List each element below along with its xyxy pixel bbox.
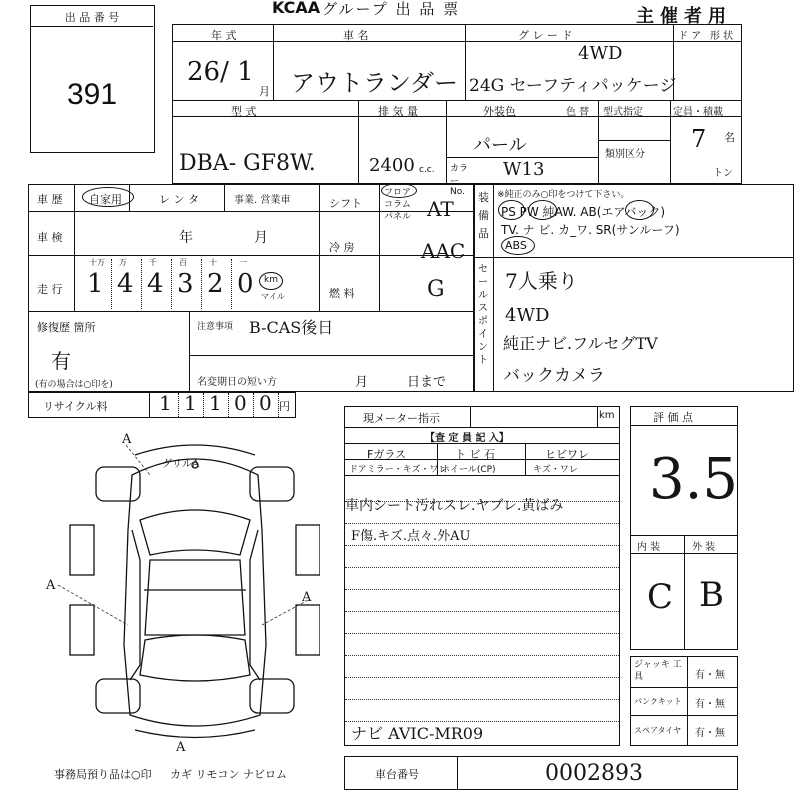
deadline-day: 日まで — [407, 375, 447, 390]
navi-model: ナビ AVIC-MR09 — [351, 724, 484, 743]
shift-floor-circle — [381, 183, 417, 198]
check-crack[interactable]: ヒビワレ — [545, 448, 589, 461]
recycle-label: リサイクル料 — [43, 400, 108, 413]
puncture-kit-value[interactable]: 有・無 — [695, 699, 725, 710]
recycle-digit: 0 — [259, 391, 272, 415]
type-designation-label: 型式指定 — [603, 107, 643, 118]
shift-panel[interactable]: パネル — [384, 212, 412, 222]
equipment-line3[interactable]: ABS — [505, 239, 527, 252]
office-note: 事務局預り品は○印 — [54, 768, 152, 781]
mileage-unit-label: 一 — [239, 258, 247, 267]
remark-line-2: F傷.キズ.点々.外AU — [351, 529, 471, 544]
exterior-color-value: パール — [473, 135, 527, 156]
remark-line-1: 車内シート汚れスレ.ヤブレ.黄ばみ — [345, 498, 564, 514]
inspection-remarks — [344, 406, 620, 746]
ac-label: 冷 房 — [329, 241, 355, 254]
car-name-value: アウトランダー — [291, 69, 459, 97]
ab-circle — [625, 200, 654, 220]
displacement-value: 2400 — [369, 155, 415, 176]
meter-unit: km — [599, 410, 615, 421]
condition-grid — [28, 184, 474, 392]
rating-score: 3.5 — [649, 447, 739, 512]
recycle-unit: 円 — [279, 400, 290, 413]
history-private[interactable]: 自家用 — [89, 193, 122, 206]
ps-circle — [498, 200, 525, 220]
shift-column[interactable]: コラム — [384, 200, 411, 210]
mileage-unit-label: 十万 — [89, 258, 105, 267]
mileage-unit-label: 万 — [119, 258, 127, 267]
jack-value[interactable]: 有・無 — [695, 670, 725, 681]
recycle-fee-row — [28, 392, 296, 418]
damage-mark-right: A — [302, 590, 312, 605]
mileage-unit-km[interactable]: km — [264, 275, 278, 285]
model-value: DBA- GF8W. — [179, 151, 316, 176]
tools-check — [630, 656, 738, 746]
mileage-unit-label: 百 — [179, 258, 187, 267]
recycle-digit: 1 — [184, 391, 197, 415]
fuel-value: G — [427, 277, 445, 302]
shift-value: AT — [427, 197, 454, 221]
mileage-digit: 3 — [177, 269, 194, 299]
mileage-digit: 2 — [207, 269, 224, 299]
sales-point-4: バックカメラ — [503, 366, 605, 386]
grade-value-drive: 4WD — [578, 43, 623, 64]
recycle-digit: 0 — [234, 391, 247, 415]
deadline-month: 月 — [355, 375, 369, 390]
interior-label: 内 装 — [637, 542, 661, 553]
form-title: グループ 出 品 票 — [322, 0, 461, 18]
lot-box — [30, 5, 155, 153]
damage-mark-left: A — [46, 578, 56, 593]
lot-number: 391 — [66, 78, 118, 111]
lot-label: 出 品 番 号 — [64, 11, 120, 24]
pw-circle — [528, 200, 557, 220]
meter-label: 現メーター指示 — [363, 412, 440, 425]
door-label: ド ア — [678, 31, 702, 42]
equipment-line1[interactable]: PS PW 純AW. AB(エアバック) — [501, 205, 666, 219]
shift-label: シフト — [329, 197, 362, 210]
repair-note: (有の場合は○印を) — [35, 380, 113, 390]
ton-unit: トン — [713, 168, 733, 179]
sales-point-1: 7人乗り — [505, 269, 578, 293]
color-code-value: W13 — [503, 159, 545, 180]
year-label: 年 式 — [211, 29, 237, 42]
capacity-unit: 名 — [724, 131, 735, 144]
shift-floor[interactable]: フロア — [384, 188, 412, 198]
exterior-color-label: 外装色 — [483, 105, 516, 118]
car-damage-diagram — [40, 425, 320, 765]
model-label: 型 式 — [231, 105, 257, 118]
mileage-digit: 0 — [237, 269, 254, 299]
displacement-unit: c.c. — [419, 165, 435, 175]
chassis-number: 0002893 — [545, 761, 643, 786]
mileage-unit-label: 千 — [149, 258, 157, 267]
mileage-digit: 1 — [87, 269, 104, 299]
sales-point-3: 純正ナビ.フルセグTV — [503, 334, 658, 353]
class-label: 類別区分 — [605, 149, 645, 160]
year-value: 26/ 1 — [187, 57, 254, 87]
chassis-label: 車台番号 — [375, 768, 419, 781]
history-label: 車 歴 — [37, 193, 63, 206]
rating-label: 評 価 点 — [653, 411, 693, 424]
office-items: カギ リモコン ナビロム — [170, 768, 287, 781]
equipment-panel — [474, 184, 794, 392]
equipment-line2[interactable]: TV. ナ ビ. カ_ワ. SR(サンルーフ) — [501, 223, 680, 237]
spare-tire-value[interactable]: 有・無 — [695, 728, 725, 739]
history-rental[interactable]: レ ン タ — [159, 193, 199, 206]
sales-points-label: セールスポイント — [478, 264, 488, 366]
host-use-label: 主催者用 — [636, 6, 732, 27]
grade-label: グ レ ー ド — [518, 29, 573, 42]
check-fglass[interactable]: Fガラス — [367, 448, 406, 461]
mileage-label: 走 行 — [37, 283, 63, 296]
repair-label: 修復歴 箇所 — [37, 321, 96, 334]
interior-grade: C — [647, 577, 674, 617]
color-change-label: 色 替 — [566, 107, 590, 118]
check-wheel[interactable]: ホイール(CP) — [441, 465, 496, 475]
mileage-unit-mile[interactable]: マイル — [261, 292, 285, 301]
chassis-row — [344, 756, 738, 790]
check-wheel-damage[interactable]: キズ・ワレ — [533, 465, 578, 475]
spare-tire-label: スペアタイヤ — [634, 726, 682, 735]
fuel-label: 燃 料 — [329, 287, 355, 300]
inspection-year: 年 — [179, 230, 193, 246]
mileage-km-circle — [259, 272, 283, 290]
recycle-digit: 1 — [209, 391, 222, 415]
exterior-label: 外 装 — [692, 542, 716, 553]
displacement-label: 排 気 量 — [378, 105, 418, 118]
rating-panel — [630, 406, 738, 650]
month-unit: 月 — [259, 85, 270, 98]
equipment-label: 装備品 — [478, 191, 489, 240]
brand-logo: KCAA — [272, 0, 321, 17]
deadline-label: 名変期日の短い方 — [197, 377, 277, 388]
check-chip[interactable]: ト ビ 石 — [455, 448, 495, 461]
ac-value: AAC — [421, 239, 466, 263]
damage-mark-rear: A — [176, 740, 186, 755]
inspection-label: 車 検 — [37, 231, 63, 244]
history-private-circle — [82, 187, 134, 207]
history-commercial[interactable]: 事業. 営業車 — [234, 195, 291, 206]
inspector-label: 【査 定 員 記 入】 — [425, 433, 509, 444]
mileage-digit: 4 — [147, 269, 164, 299]
shape-label: 形 状 — [710, 31, 734, 42]
equipment-note: ※純正のみ○印をつけて下さい。 — [497, 190, 630, 200]
damage-mark-front: A — [122, 432, 132, 447]
mileage-unit-label: 十 — [209, 258, 217, 267]
notes-value: B-CAS後日 — [249, 318, 334, 337]
capacity-label: 定員・積載 — [673, 107, 723, 118]
recycle-digit: 1 — [159, 391, 172, 415]
puncture-kit-label: パンクキット — [634, 697, 682, 706]
car-name-label: 車 名 — [343, 29, 369, 42]
mileage-digit: 4 — [117, 269, 134, 299]
notes-label: 注意事項 — [197, 322, 234, 332]
check-mirror[interactable]: ドアミラー・キズ・ワレ — [349, 465, 448, 475]
damage-mark-grille: グリルA — [162, 459, 200, 470]
capacity-value: 7 — [691, 125, 707, 153]
grade-value-package: 24G セーフティパッケージ — [469, 76, 677, 96]
inspection-month: 月 — [254, 230, 268, 246]
abs-circle — [501, 236, 535, 255]
exterior-grade: B — [699, 575, 724, 615]
jack-label: ジャッキ 工 具 — [634, 660, 682, 682]
color-code-label: カラー No. — [450, 164, 469, 197]
sales-point-2: 4WD — [505, 305, 550, 326]
repair-value: 有 — [51, 349, 71, 373]
